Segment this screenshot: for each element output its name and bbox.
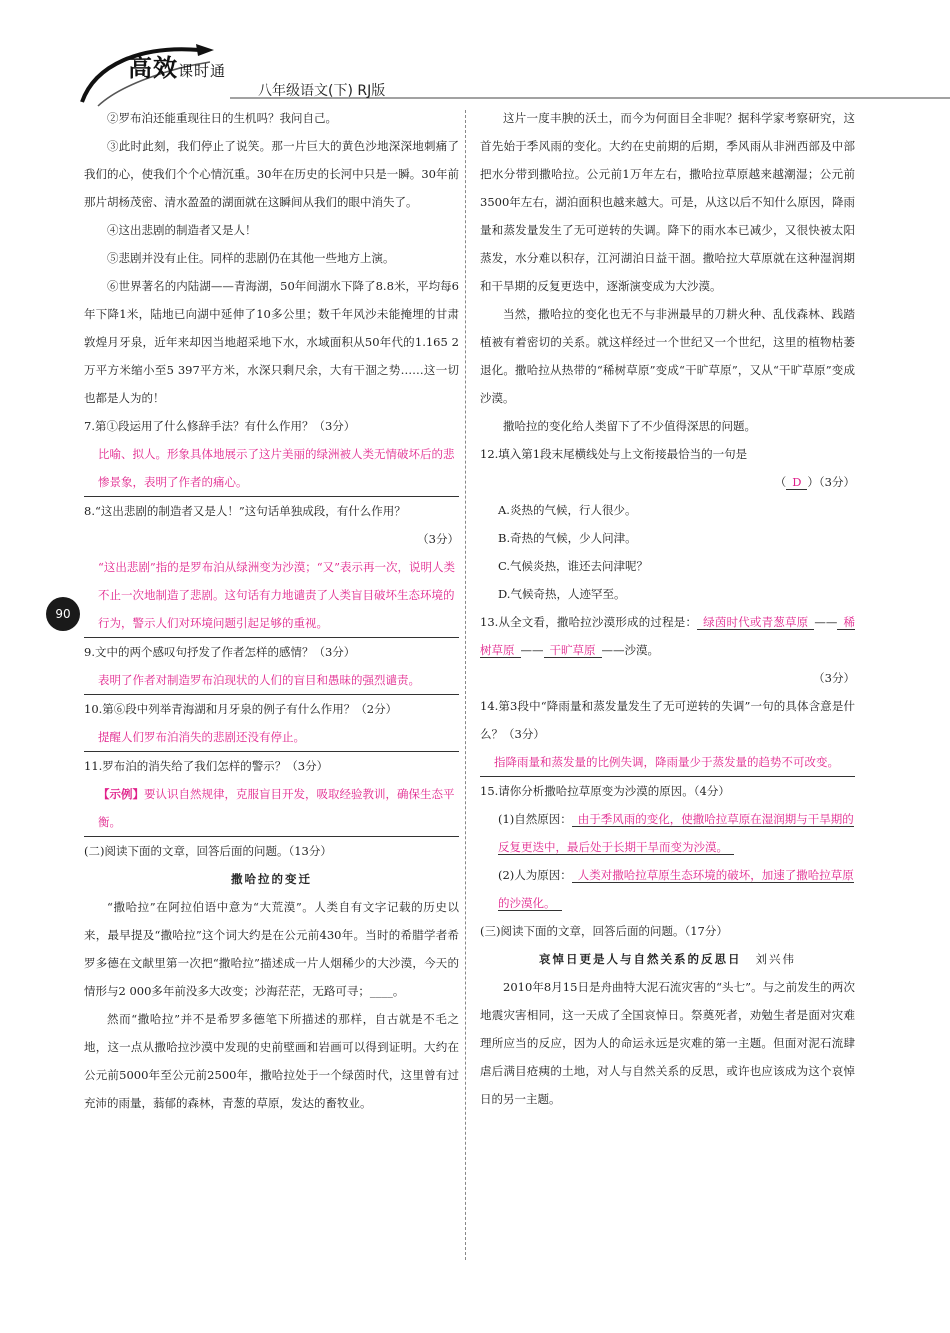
page-number-badge: 90 [46, 597, 80, 631]
paragraph: ⑥世界著名的内陆湖——青海湖，50年间湖水下降了8.8米，平均每6年下降1米，陆地已向湖中延伸了10多公里；数千年风沙未能掩埋的甘肃敦煌月牙泉，近年来却因当地超采地下水，水域面积从50年代的1.165 2万平方米缩小至5 397平方米，水深只剩尺余，大有干涸之势……这一切也都是人为的！ [84, 279, 459, 405]
question-15: 15.请你分析撒哈拉草原变为沙漠的原因。（4分） [480, 784, 730, 798]
option-d: D.气候奇热，人迹罕至。 [498, 587, 626, 601]
question-13: 13.从全文看，撒哈拉沙漠形成的过程是： 绿茵时代或青葱草原 —— 稀树草原 —— 干旷草原 ——沙漠。 [480, 615, 855, 657]
paragraph: ②罗布泊还能重现往日的生机吗？我问自己。 [107, 111, 337, 125]
answer-12-line: （ D ）（3分） [774, 475, 855, 489]
paragraph: 当然，撒哈拉的变化也无不与非洲最早的刀耕火种、乱伐森林、践踏植被有着密切的关系。就这样经过一个世纪又一个世纪，这里的植物枯萎退化。撒哈拉从热带的“稀树草原”变成“干旷草原”，又从“干旷草原”变成沙漠。 [480, 307, 855, 405]
question-13-score: （3分） [813, 671, 855, 685]
answer-12: D [786, 475, 807, 490]
example-tag: 【示例】 [98, 787, 144, 801]
paragraph: 撒哈拉的变化给人类留下了不少值得深思的问题。 [503, 419, 756, 433]
paragraph: 2010年8月15日是舟曲特大泥石流灾害的“头七”。与之前发生的两次地震灾害相同，这一天成了全国哀悼日。祭奠死者，劝勉生者是面对灾难理所应当的反应，因为人的命运永远是灾难的第一主题。但面对泥石流肆虐后满目疮痍的土地，对人与自然关系的反思，或许也应该成为这个哀悼日的另一主题。 [480, 980, 855, 1106]
section-3-heading: (三)阅读下面的文章，回答后面的问题。（17分） [480, 924, 728, 938]
article-title-2: 撒哈拉的变迁 [231, 872, 312, 886]
option-a: A.炎热的气候，行人很少。 [498, 503, 637, 517]
question-8-score: （3分） [417, 532, 459, 546]
question-7: 7.第①段运用了什么修辞手法？有什么作用？（3分） [84, 419, 356, 433]
question-11: 11.罗布泊的消失给了我们怎样的警示？（3分） [84, 759, 329, 773]
right-column [480, 104, 855, 1113]
paragraph: ⑤悲剧并没有止住。同样的悲剧仍在其他一些地方上演。 [107, 251, 395, 265]
answer-10: 提醒人们罗布泊消失的悲剧还没有停止。 [84, 723, 459, 752]
question-14: 14.第3段中“降雨量和蒸发量发生了无可逆转的失调”一句的具体含意是什么？（3分） [480, 699, 855, 741]
left-column [84, 104, 459, 1117]
article-title-3: 哀悼日更是人与自然关系的反思日 刘兴伟 [539, 952, 796, 966]
column-divider [465, 110, 466, 1260]
option-c: C.气候炎热，谁还去问津呢？ [498, 559, 649, 573]
answer-8: “这出悲剧”指的是罗布泊从绿洲变为沙漠；“又”表示再一次，说明人类不止一次地制造了悲剧。这句话有力地谴责了人类盲目破坏生态环境的行为，警示人们对环境问题引起足够的重视。 [84, 553, 459, 638]
option-b: B.奇热的气候，少人问津。 [498, 531, 637, 545]
fill-blank: ____ [369, 984, 393, 998]
section-2-heading: (二)阅读下面的文章，回答后面的问题。（13分） [84, 844, 332, 858]
paragraph: ③此时此刻，我们停止了说笑。那一片巨大的黄色沙地深深地刺痛了我们的心，使我们个个心情沉重。30年在历史的长河中只是一瞬。30年前那片胡杨茂密、清水盈盈的湖面就在这瞬间从我们的眼中消失了。 [84, 139, 459, 209]
answer-11: 【示例】要认识自然规律，克服盲目开发，吸取经验教训，确保生态平衡。 [84, 780, 459, 837]
author-name: 刘兴伟 [755, 952, 796, 966]
answer-13-stage-2: 稀树草原 [480, 615, 855, 657]
question-8: 8.“这出悲剧的制造者又是人！”这句话单独成段，有什么作用？ [84, 504, 406, 518]
paragraph: 这片一度丰腴的沃土，而今为何面目全非呢？据科学家考察研究，这首先始于季风雨的变化。大约在史前期的后期，季风雨从非洲西部及中部把水分带到撒哈拉。公元前1万年左右，撒哈拉草原越来越潮湿；公元前3500年左右，湖泊面积也越来越大。可是，从这以后不知什么原因，降雨量和蒸发量发生了无可逆转的失调。降下的雨水本已减少，又很快被太阳蒸发，水分难以积存，江河湖泊日益干涸。撒哈拉大草原就在这种湿润期和干旱期的反复更迭中，逐渐演变成为大沙漠。 [480, 111, 855, 293]
question-9: 9.文中的两个感叹句抒发了作者怎样的感情？（3分） [84, 645, 356, 659]
question-15-1: (1)自然原因： 由于季风雨的变化，使撒哈拉草原在湿润期与干旱期的反复更迭中，最后处于长期干旱而变为沙漠。 [498, 812, 854, 854]
answer-13-stage-3: 干旷草原 [544, 643, 602, 658]
question-10: 10.第⑥段中列举青海湖和月牙泉的例子有什么作用？（2分） [84, 702, 398, 716]
answer-9: 表明了作者对制造罗布泊现状的人们的盲目和愚昧的强烈谴责。 [84, 666, 459, 695]
brand-logo: 高效课时通 [128, 54, 227, 82]
book-title: 八年级语文(下) RJ版 [258, 83, 386, 99]
paragraph: 然而“撒哈拉”并不是希罗多德笔下所描述的那样，自古就是不毛之地，这一点从撒哈拉沙漠中发现的史前壁画和岩画可以得到证明。大约在公元前5000年至公元前2500年，撒哈拉处于一个绿茵时代，这里曾有过充沛的雨量，蓊郁的森林，青葱的草原，发达的畜牧业。 [84, 1012, 459, 1110]
answer-15-1: 由于季风雨的变化，使撒哈拉草原在湿润期与干旱期的反复更迭中，最后处于长期干旱而变为沙漠。 [498, 812, 854, 854]
answer-14: 指降雨量和蒸发量的比例失调，降雨量少于蒸发量的趋势不可改变。 [480, 748, 855, 777]
answer-13-stage-1: 绿茵时代或青葱草原 [697, 615, 814, 630]
question-15-2: (2)人为原因： 人类对撒哈拉草原生态环境的破坏，加速了撒哈拉草原的沙漠化。 [498, 868, 854, 910]
answer-15-2: 人类对撒哈拉草原生态环境的破坏，加速了撒哈拉草原的沙漠化。 [498, 868, 854, 910]
paragraph: “撒哈拉”在阿拉伯语中意为“大荒漠”。人类自有文字记载的历史以来，最早提及“撒哈拉”这个词大约是在公元前430年。当时的希腊学者希罗多德在文献里第一次把“撒哈拉”描述成一片人烟稀少的大沙漠，今天的情形与2 000多年前没多大改变；沙海茫茫，无路可寻；____。 [84, 900, 459, 998]
paragraph: ④这出悲剧的制造者又是人！ [107, 223, 257, 237]
question-12: 12.填入第1段末尾横线处与上文衔接最恰当的一句是 [480, 447, 748, 461]
answer-7: 比喻、拟人。形象具体地展示了这片美丽的绿洲被人类无情破坏后的悲惨景象，表明了作者的痛心。 [84, 440, 459, 497]
